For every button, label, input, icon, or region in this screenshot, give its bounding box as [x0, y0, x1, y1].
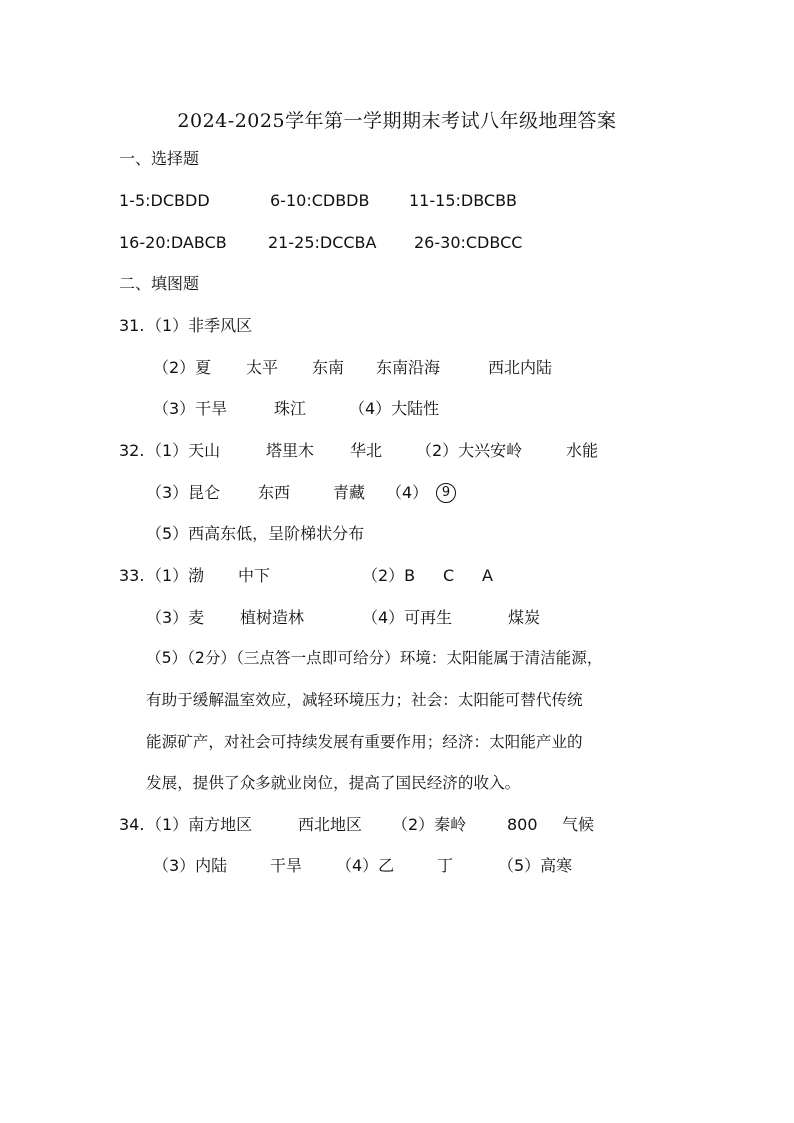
answer-text: 800: [507, 815, 538, 834]
answer-text: 太平: [246, 358, 279, 377]
answer-text: 干旱: [270, 856, 303, 875]
circled-number-answer: [436, 482, 456, 503]
answer-text: 丁: [437, 856, 454, 875]
answer-text: （1）南方地区: [146, 815, 253, 834]
paragraph-line: 能源矿产，对社会可持续发展有重要作用；经济：太阳能产业的: [146, 733, 583, 751]
answer-text: C: [443, 566, 455, 585]
mc-answer: 6-10:CDBDB: [270, 191, 370, 210]
answer-text: （3）干旱: [153, 399, 228, 418]
mc-answer: 1-5:DCBDD: [119, 191, 210, 210]
answer-text: A: [482, 566, 493, 585]
section-heading-choice: 一、选择题: [119, 149, 200, 168]
answer-text: （4）可再生: [362, 608, 453, 627]
question-number: 34.: [119, 815, 145, 834]
section-heading-map: 二、填图题: [119, 274, 200, 293]
answer-text: （4）大陆性: [349, 399, 440, 418]
answer-text: 中下: [238, 566, 271, 585]
question-number: 31.: [119, 316, 145, 335]
answer-text: （2）秦岭: [392, 815, 467, 834]
question-number: 33.: [119, 566, 145, 585]
answer-text: 水能: [566, 441, 599, 460]
answer-text: 西北内陆: [488, 358, 553, 377]
answer-text: （1）非季风区: [146, 316, 253, 335]
mc-answer: 26-30:CDBCC: [414, 233, 523, 252]
answer-text: 植树造林: [240, 608, 305, 627]
question-number: 32.: [119, 441, 145, 460]
answer-text: （4）乙: [336, 856, 395, 875]
answer-text: 东西: [258, 483, 291, 502]
answer-text: （2）夏: [153, 358, 212, 377]
answer-text: （3）昆仑: [146, 483, 221, 502]
answer-text: 西北地区: [298, 815, 363, 834]
answer-text: 珠江: [274, 399, 307, 418]
answer-text: （3）内陆: [153, 856, 228, 875]
mc-answer: 11-15:DBCBB: [409, 191, 518, 210]
answer-text: 华北: [350, 441, 383, 460]
answer-text: 东南沿海: [376, 358, 441, 377]
page-title: 2024-2025学年第一学期期末考试八年级地理答案: [177, 110, 617, 132]
answer-text: 气候: [562, 815, 595, 834]
answer-text: （1）渤: [146, 566, 205, 585]
answer-text: （3）麦: [146, 608, 205, 627]
answer-text: （2）B: [362, 566, 416, 585]
answer-text: 塔里木: [266, 441, 315, 460]
answer-text: 青藏: [333, 483, 366, 502]
mc-answer: 21-25:DCCBA: [268, 233, 377, 252]
circled-number-nine: 9: [436, 483, 456, 503]
answer-text: 煤炭: [508, 608, 541, 627]
answer-text: 东南: [312, 358, 345, 377]
mc-answer: 16-20:DABCB: [119, 233, 227, 252]
paragraph-line: （5）（2分）（三点答一点即可给分）环境：太阳能属于清洁能源，: [146, 649, 603, 667]
answer-text: （4）: [386, 483, 429, 502]
paragraph-line: 发展，提供了众多就业岗位，提高了国民经济的收入。: [146, 774, 521, 792]
answer-text: （1）天山: [146, 441, 221, 460]
answer-text: （2）大兴安岭: [416, 441, 523, 460]
answer-text: （5）高寒: [498, 856, 573, 875]
paragraph-line: 有助于缓解温室效应，减轻环境压力；社会：太阳能可替代传统: [146, 691, 583, 709]
answer-text: （5）西高东低，呈阶梯状分布: [146, 524, 365, 543]
